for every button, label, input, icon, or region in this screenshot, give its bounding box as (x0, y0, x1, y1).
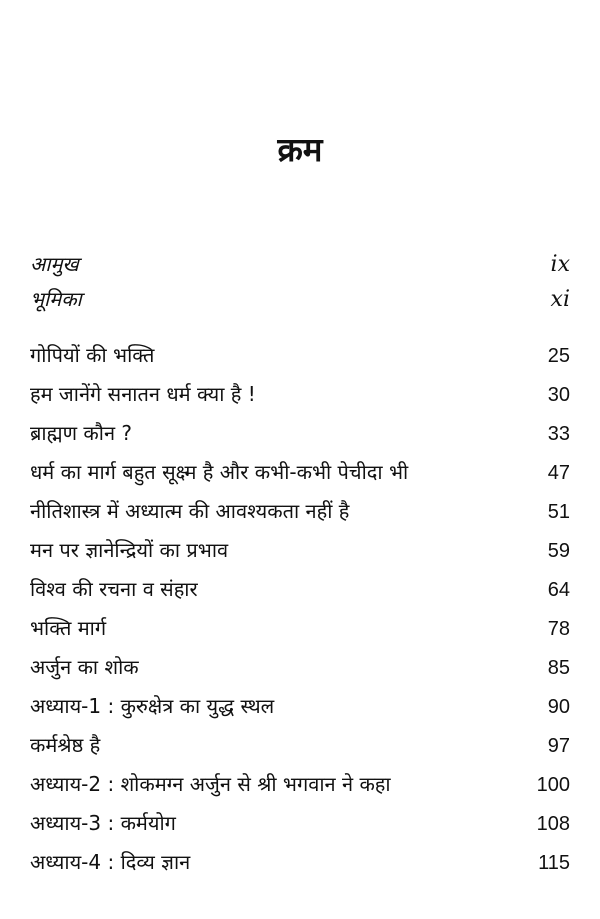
toc-entry-label: विश्व की रचना व संहार (30, 577, 198, 601)
toc-entry-page: 85 (547, 657, 570, 679)
toc-entry-page: 100 (536, 774, 570, 796)
toc-entry[interactable] (30, 614, 570, 641)
toc-entry-page: 59 (547, 540, 570, 562)
page-title: क्रम (277, 130, 323, 169)
toc-entry-page: 64 (547, 579, 570, 601)
toc-entry-page: 30 (547, 384, 570, 406)
toc-entry[interactable] (30, 770, 570, 797)
toc-entry-label: भूमिका (30, 287, 82, 311)
toc-entry-label: अर्जुन का शोक (30, 655, 139, 679)
toc-entry-label: ब्राह्मण कौन ? (30, 421, 133, 445)
toc-entry-page: 78 (547, 618, 570, 640)
toc-entry-label: कर्मश्रेष्ठ है (30, 733, 101, 757)
toc-entry-page: ix (550, 252, 570, 277)
toc-entry-label: आमुख (30, 252, 79, 276)
toc-entry[interactable] (30, 848, 570, 875)
toc-entry-page: xi (550, 287, 570, 312)
toc-entry-page: 25 (547, 345, 570, 367)
toc-entry[interactable] (30, 575, 570, 602)
toc-entry-label: अध्याय-1 : कुरुक्षेत्र का युद्ध स्थल (30, 694, 275, 718)
toc-entry-foreword[interactable] (30, 250, 570, 277)
toc-entry-label: हम जानेंगे सनातन धर्म क्या है ! (30, 382, 256, 406)
toc-entry[interactable] (30, 458, 570, 485)
toc-entry[interactable] (30, 731, 570, 758)
toc-entry[interactable] (30, 419, 570, 446)
toc-entry-label: भक्ति मार्ग (30, 616, 107, 640)
toc-entry-label: अध्याय-2 : शोकमग्न अर्जुन से श्री भगवान ने कहा (30, 772, 391, 796)
toc-entry[interactable] (30, 380, 570, 407)
toc-entry[interactable] (30, 536, 570, 563)
toc-entry-page: 108 (536, 813, 570, 835)
toc-entry-page: 47 (547, 462, 570, 484)
toc-entry-label: मन पर ज्ञानेन्द्रियों का प्रभाव (30, 538, 229, 562)
toc-entry-label: गोपियों की भक्ति (30, 343, 155, 367)
toc-entry[interactable] (30, 809, 570, 836)
toc-entry[interactable] (30, 692, 570, 719)
toc-entry-page: 51 (547, 501, 570, 523)
toc-entry-label: अध्याय-4 : दिव्य ज्ञान (30, 850, 191, 874)
toc-entry-label: नीतिशास्त्र में अध्यात्म की आवश्यकता नहीं है (30, 499, 350, 523)
toc-entry-label: अध्याय-3 : कर्मयोग (30, 811, 176, 835)
toc-entry-introduction[interactable] (30, 285, 570, 312)
toc-entry[interactable] (30, 497, 570, 524)
toc-entry-label: धर्म का मार्ग बहुत सूक्ष्म है और कभी-कभी पेचीदा भी (30, 460, 409, 484)
toc-entry[interactable] (30, 341, 570, 368)
toc-entry[interactable] (30, 653, 570, 680)
toc-entry-page: 97 (547, 735, 570, 757)
toc-entry-page: 115 (538, 852, 570, 874)
toc-entry-page: 90 (547, 696, 570, 718)
toc-entry-page: 33 (547, 423, 570, 445)
